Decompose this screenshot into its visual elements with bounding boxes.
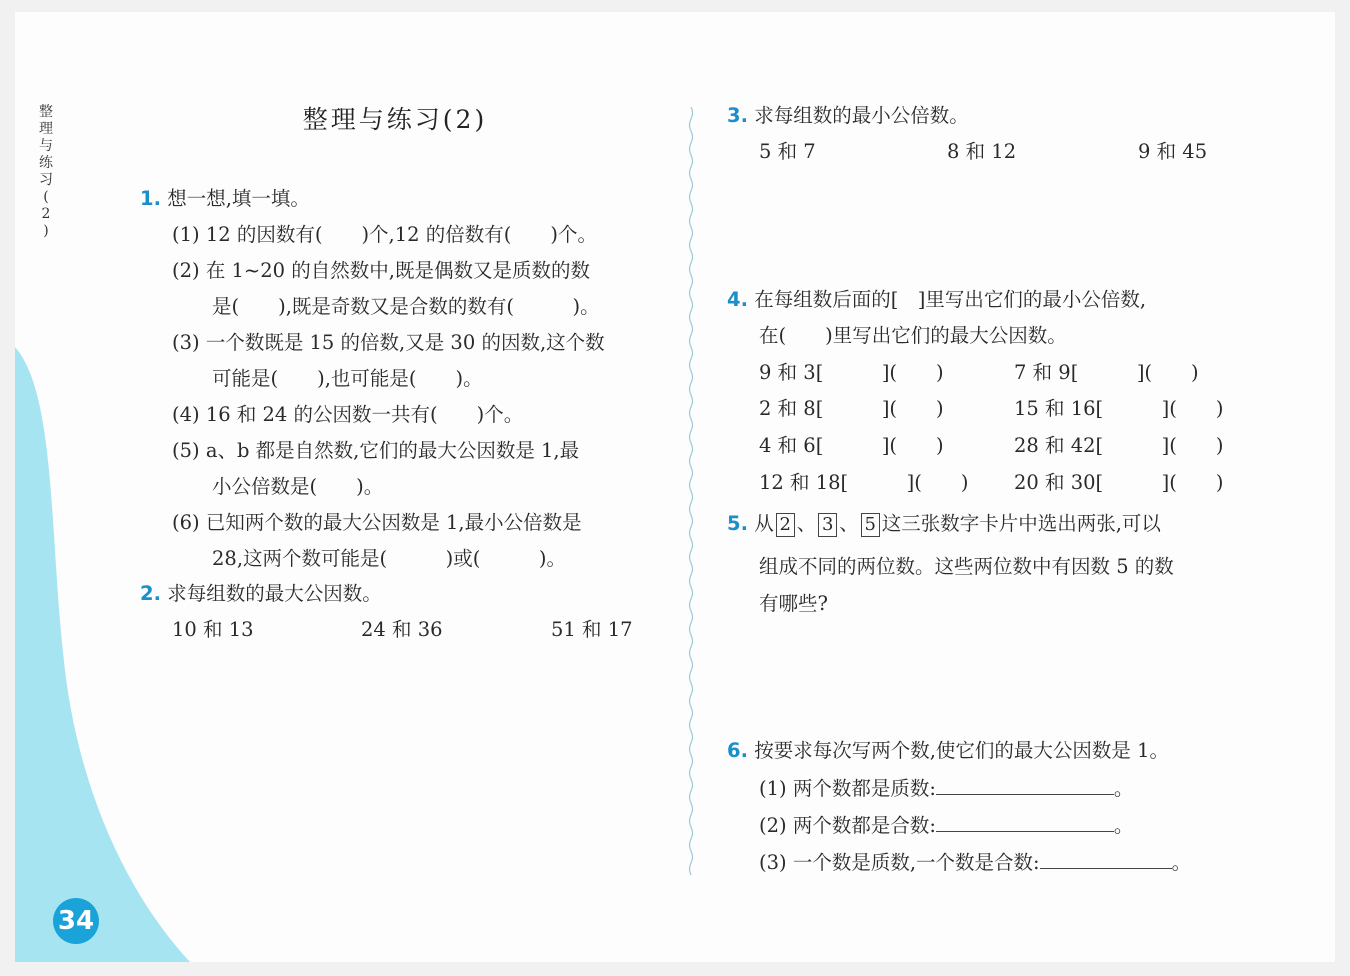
q4-left-row-4	[759, 471, 968, 495]
q1-stem	[140, 187, 310, 211]
q4-stem-line2: 在( )里写出它们的最大公因数。	[759, 324, 1067, 347]
q1-item-3-line1: (3) 一个数既是 15 的倍数,又是 30 的因数,这个数	[172, 331, 605, 354]
q4-right-pair: 20 和 30	[1014, 471, 1096, 494]
q1-stem-text: 想一想,填一填。	[167, 187, 310, 210]
q5-line2: 组成不同的两位数。这些两位数中有因数 5 的数	[759, 555, 1174, 578]
digit-card-5: 5	[861, 513, 880, 537]
q1-item-5-line1: (5) a、b 都是自然数,它们的最大公因数是 1,最	[172, 439, 580, 462]
q6-end-mark: 。	[1113, 814, 1134, 837]
q2-group-1: 10 和 13	[172, 618, 254, 641]
q5-line1	[727, 512, 1161, 537]
q5-pre-text: 从	[754, 512, 774, 535]
q3-stem-text: 求每组数的最小公倍数。	[754, 104, 969, 127]
q4-answer-slot[interactable]: [ ]( )	[1070, 361, 1199, 384]
q4-left-pair: 4 和 6	[759, 434, 816, 457]
q5-separator: 、	[839, 512, 859, 535]
workbook-page	[15, 12, 1335, 962]
q4-answer-slot[interactable]: [ ]( )	[815, 397, 944, 420]
q3-group-3: 9 和 45	[1138, 140, 1208, 163]
page-number-badge: 34	[53, 898, 99, 944]
q4-stem-text-1: 在每组数后面的[ ]里写出它们的最小公倍数,	[754, 288, 1147, 311]
column-divider	[687, 107, 695, 882]
q2-number: 2.	[140, 582, 161, 605]
q4-answer-slot[interactable]: [ ]( )	[1095, 397, 1224, 420]
q4-left-row-2	[759, 397, 944, 421]
q4-right-row-1	[1014, 361, 1199, 385]
q4-left-pair: 9 和 3	[759, 361, 816, 384]
q1-item-4: (4) 16 和 24 的公因数一共有( )个。	[172, 403, 524, 426]
q6-stem-text: 按要求每次写两个数,使它们的最大公因数是 1。	[754, 739, 1169, 762]
q4-left-row-3	[759, 434, 944, 458]
q1-item-3-line2: 可能是( ),也可能是( )。	[212, 367, 483, 390]
q3-number: 3.	[727, 104, 748, 127]
q2-group-2: 24 和 36	[361, 618, 443, 641]
q6-item-3	[759, 850, 1191, 875]
q6-answer-line[interactable]	[936, 813, 1114, 832]
q6-item-label: (2) 两个数都是合数:	[759, 814, 936, 837]
digit-card-3: 3	[818, 513, 837, 537]
q1-item-5-line2: 小公倍数是( )。	[212, 475, 384, 498]
q6-stem	[727, 739, 1169, 763]
q2-stem-text: 求每组数的最大公因数。	[167, 582, 382, 605]
q6-answer-line[interactable]	[1040, 850, 1172, 869]
q4-left-pair: 2 和 8	[759, 397, 816, 420]
q2-stem	[140, 582, 382, 606]
q4-left-pair: 12 和 18	[759, 471, 841, 494]
q4-answer-slot[interactable]: [ ]( )	[840, 471, 969, 494]
q4-stem-line1	[727, 288, 1146, 312]
q1-item-2-line2: 是( ),既是奇数又是合数的数有( )。	[212, 295, 600, 318]
q4-right-pair: 15 和 16	[1014, 397, 1096, 420]
q4-right-pair: 7 和 9	[1014, 361, 1071, 384]
q1-item-2-line1: (2) 在 1~20 的自然数中,既是偶数又是质数的数	[172, 259, 590, 282]
q4-number: 4.	[727, 288, 748, 311]
q4-answer-slot[interactable]: [ ]( )	[1095, 434, 1224, 457]
q6-item-label: (1) 两个数都是质数:	[759, 777, 936, 800]
q6-number: 6.	[727, 739, 748, 762]
q1-number: 1.	[140, 187, 161, 210]
q4-left-row-1	[759, 361, 944, 385]
q1-item-1: (1) 12 的因数有( )个,12 的倍数有( )个。	[172, 223, 597, 246]
q3-group-1: 5 和 7	[759, 140, 816, 163]
q6-end-mark: 。	[1113, 777, 1134, 800]
q1-item-6-line1: (6) 已知两个数的最大公因数是 1,最小公倍数是	[172, 511, 582, 534]
q4-right-row-4	[1014, 471, 1223, 495]
q6-answer-line[interactable]	[936, 776, 1114, 795]
q6-end-mark: 。	[1171, 851, 1192, 874]
q6-item-2	[759, 813, 1133, 838]
q5-post-text: 这三张数字卡片中选出两张,可以	[881, 512, 1161, 535]
q4-right-row-3	[1014, 434, 1223, 458]
q4-answer-slot[interactable]: [ ]( )	[815, 434, 944, 457]
q4-right-pair: 28 和 42	[1014, 434, 1096, 457]
q5-number: 5.	[727, 512, 748, 535]
q5-separator: 、	[796, 512, 817, 535]
side-tab-label: 整 理 与 练 习 ( 2 )	[39, 104, 53, 239]
q4-right-row-2	[1014, 397, 1223, 421]
q3-stem	[727, 104, 969, 128]
q4-answer-slot[interactable]: [ ]( )	[815, 361, 944, 384]
q1-item-6-line2: 28,这两个数可能是( )或( )。	[212, 547, 566, 570]
q2-group-3: 51 和 17	[551, 618, 633, 641]
q6-item-1	[759, 776, 1133, 801]
q6-item-label: (3) 一个数是质数,一个数是合数:	[759, 851, 1040, 874]
q5-line3: 有哪些?	[759, 592, 828, 615]
q4-answer-slot[interactable]: [ ]( )	[1095, 471, 1224, 494]
page-title: 整理与练习(2)	[302, 105, 488, 134]
digit-card-2: 2	[776, 513, 795, 537]
q3-group-2: 8 和 12	[947, 140, 1017, 163]
